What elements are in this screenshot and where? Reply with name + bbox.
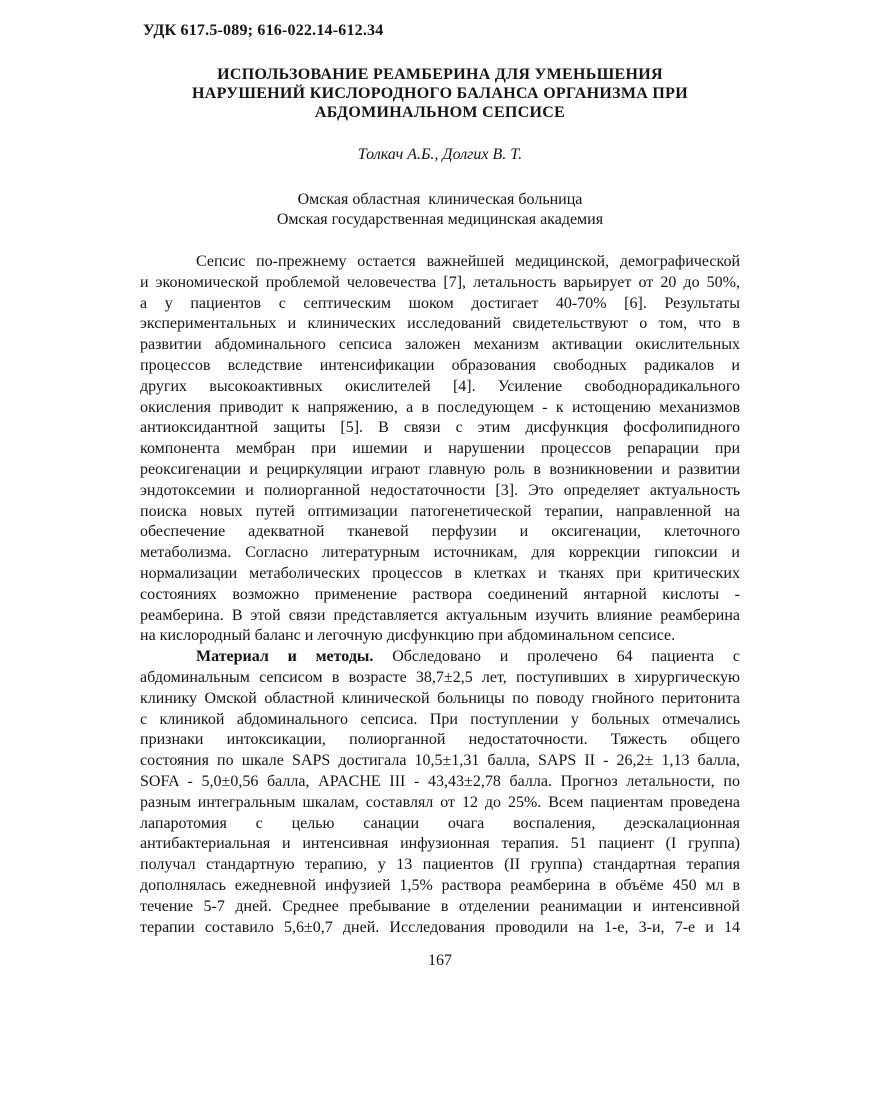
body-line: состояния по шкале SAPS достигала 10,5±1,31 балла, SAPS II - 26,2± 1,13 балла, xyxy=(140,752,740,770)
body-line xyxy=(140,647,740,668)
body-line: на кислородный баланс и легочную дисфункцию при абдоминальном сепсисе. xyxy=(140,627,676,645)
affiliation-line: Омская областная клиническая больница xyxy=(297,191,583,208)
body-line: нормализации метаболических процессов в клетках и тканях при критических xyxy=(140,564,740,582)
body-line: лапаротомия с целью санации очага воспаления, деэскалационная xyxy=(140,814,740,832)
body-line: других высокоактивных окислителей [4]. Усиление свободнорадикального xyxy=(140,377,740,395)
body-line: течение 5-7 дней. Среднее пребывание в отделении реанимации и интенсивной xyxy=(140,897,740,915)
body-line: реоксигенации и рециркуляции играют главную роль в возникновении и развитии xyxy=(140,460,740,478)
udk-code: УДК 617.5-089; 616-022.14-612.34 xyxy=(143,22,384,39)
body-line: терапии составило 5,6±0,7 дней. Исследования проводили на 1-е, 3-и, 7-е и 14 xyxy=(140,918,740,936)
body-line: абдоминальным сепсисом в возрасте 38,7±2,5 лет, поступивших в хирургическую xyxy=(140,668,740,686)
body-line: получал стандартную терапию, у 13 пациентов (II группа) стандартная терапия xyxy=(140,856,740,874)
body-line: метаболизма. Согласно литературным источникам, для коррекции гипоксии и xyxy=(140,544,740,562)
body-line-rest: Обследовано и пролечено 64 пациента с xyxy=(373,648,741,666)
body-line: окисления приводит к напряжению, а в последующем - к истощению механизмов xyxy=(140,398,740,416)
body-line: антиоксидантной защиты [5]. В связи с этим дисфункция фосфолипидного xyxy=(140,419,740,437)
body-line: SOFA - 5,0±0,56 балла, APACHE III - 43,43±2,78 балла. Прогноз летальности, по xyxy=(140,772,740,790)
title-line: АБДОМИНАЛЬНОМ СЕПСИСЕ xyxy=(314,104,566,121)
page-number: 167 xyxy=(428,952,452,969)
body-line: эндотоксемии и полиорганной недостаточности [3]. Это определяет актуальность xyxy=(140,481,740,499)
affiliations xyxy=(140,190,740,230)
title-line: НАРУШЕНИЙ КИСЛОРОДНОГО БАЛАНСА ОРГАНИЗМА ПРИ xyxy=(192,85,688,102)
affiliation-line: Омская государственная медицинская академия xyxy=(276,211,604,228)
body-line: и экономической проблемой человечества [7], летальность варьирует от 20 до 50%, xyxy=(140,273,740,291)
authors: Толкач А.Б., Долгих В. Т. xyxy=(357,146,523,163)
body-line: процессов вследствие интенсификации образования свободных радикалов и xyxy=(140,356,740,374)
body-line: компонента мембран при ишемии и нарушении процессов репарации при xyxy=(140,440,740,458)
body-line: поиска новых путей оптимизации патогенетической терапии, направленной на xyxy=(140,502,740,520)
article-title xyxy=(140,65,740,122)
body-line: с клиникой абдоминального сепсиса. При поступлении у больных отмечались xyxy=(140,710,740,728)
body-line: реамберина. В этой связи представляется актуальным изучить влияние реамберина xyxy=(140,606,740,624)
body-line: дополнялась ежедневной инфузией 1,5% раствора реамберина в объёме 450 мл в xyxy=(140,876,740,894)
body-line: обеспечение адекватной тканевой перфузии и оксигенации, клеточного xyxy=(140,523,740,541)
body-line: Сепсис по-прежнему остается важнейшей медицинской, демографической xyxy=(196,253,740,270)
body-line: признаки интоксикации, полиорганной недостаточности. Тяжесть общего xyxy=(140,731,740,749)
body-line: антибактериальная и интенсивная инфузионная терапия. 51 пациент (I группа) xyxy=(140,835,740,853)
section-heading: Материал и методы. xyxy=(196,648,374,666)
body-line: разным интегральным шкалам, составлял от 12 до 25%. Всем пациентам проведена xyxy=(140,793,740,811)
article-body xyxy=(140,252,740,938)
body-line: клинику Омской областной клинической больницы по поводу гнойного перитонита xyxy=(140,689,740,707)
title-line: ИСПОЛЬЗОВАНИЕ РЕАМБЕРИНА ДЛЯ УМЕНЬШЕНИЯ xyxy=(217,66,663,83)
body-line: развитии абдоминального сепсиса заложен механизм активации окислительных xyxy=(140,336,740,354)
body-line: экспериментальных и клинических исследований свидетельствуют о том, что в xyxy=(140,315,740,333)
body-line: состояниях возможно применение раствора соединений янтарной кислоты - xyxy=(140,585,740,603)
body-line: а у пациентов с септическим шоком достигает 40-70% [6]. Результаты xyxy=(140,294,740,312)
